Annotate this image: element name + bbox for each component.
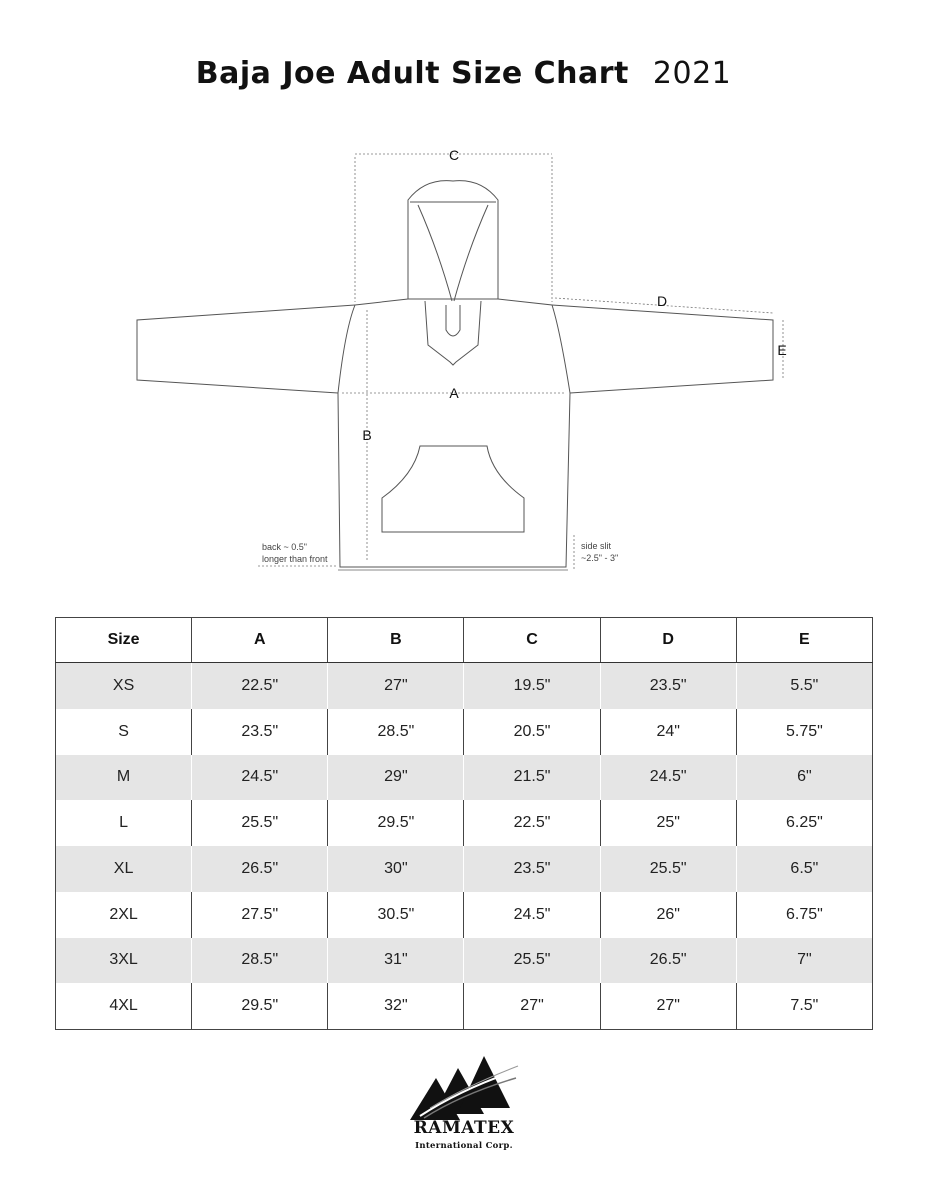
cell-b: 31" (328, 938, 464, 984)
hood-outline (408, 181, 498, 299)
back-note-line1: back ~ 0.5" (262, 542, 307, 552)
cell-b: 29" (328, 755, 464, 801)
cell-d: 25.5" (600, 846, 736, 892)
neck-slit (446, 305, 460, 336)
cell-b: 28.5" (328, 709, 464, 755)
table-row (56, 983, 873, 1029)
cell-a: 29.5" (192, 983, 328, 1029)
cell-e: 5.75" (736, 709, 872, 755)
cell-size: 2XL (56, 892, 192, 938)
cell-e: 6.75" (736, 892, 872, 938)
label-c: C (448, 147, 460, 163)
cell-c: 23.5" (464, 846, 600, 892)
slit-note-line1: side slit (581, 541, 612, 551)
cell-b: 30.5" (328, 892, 464, 938)
cell-e: 6" (736, 755, 872, 801)
kangaroo-pocket (382, 446, 524, 532)
cell-b: 30" (328, 846, 464, 892)
cell-c: 19.5" (464, 663, 600, 709)
header-b: B (328, 618, 464, 663)
cell-d: 25" (600, 800, 736, 846)
cell-e: 7.5" (736, 983, 872, 1029)
header-size: Size (56, 618, 192, 663)
cell-c: 22.5" (464, 800, 600, 846)
cell-a: 25.5" (192, 800, 328, 846)
table-row (56, 892, 873, 938)
header-c: C (464, 618, 600, 663)
table-header-row (56, 618, 873, 663)
table-row (56, 709, 873, 755)
page-title (0, 56, 927, 91)
mountain-peaks-logo (400, 1050, 530, 1122)
cell-d: 24" (600, 709, 736, 755)
header-a: A (192, 618, 328, 663)
cell-b: 29.5" (328, 800, 464, 846)
cell-size: L (56, 800, 192, 846)
cell-e: 6.5" (736, 846, 872, 892)
cell-a: 26.5" (192, 846, 328, 892)
label-d: D (656, 293, 668, 309)
header-e: E (736, 618, 872, 663)
cell-d: 26.5" (600, 938, 736, 984)
hoodie-body-outline (338, 299, 570, 567)
cell-size: M (56, 755, 192, 801)
cell-size: S (56, 709, 192, 755)
table-row (56, 938, 873, 984)
hood-inner-line (418, 205, 488, 301)
cell-size: 3XL (56, 938, 192, 984)
cell-d: 23.5" (600, 663, 736, 709)
cell-e: 5.5" (736, 663, 872, 709)
cell-a: 23.5" (192, 709, 328, 755)
hoodie-measurement-diagram (0, 130, 927, 580)
left-sleeve-outline (137, 305, 355, 393)
cell-a: 22.5" (192, 663, 328, 709)
table-row (56, 663, 873, 709)
cell-size: XL (56, 846, 192, 892)
cell-d: 24.5" (600, 755, 736, 801)
cell-d: 27" (600, 983, 736, 1029)
chart-year: 2021 (652, 56, 732, 91)
cell-d: 26" (600, 892, 736, 938)
cell-b: 32" (328, 983, 464, 1029)
table-row (56, 846, 873, 892)
cell-a: 24.5" (192, 755, 328, 801)
cell-c: 24.5" (464, 892, 600, 938)
label-a: A (449, 385, 459, 401)
brand-name: RAMATEX (413, 1118, 515, 1138)
size-table (55, 617, 873, 1030)
cell-size: 4XL (56, 983, 192, 1029)
cell-e: 7" (736, 938, 872, 984)
cell-c: 25.5" (464, 938, 600, 984)
neck-placket (425, 301, 481, 365)
back-note-line2: longer than front (262, 554, 328, 564)
table-row (56, 800, 873, 846)
cell-b: 27" (328, 663, 464, 709)
right-sleeve-outline (552, 305, 773, 393)
cell-c: 20.5" (464, 709, 600, 755)
label-b: B (362, 427, 372, 443)
header-d: D (600, 618, 736, 663)
cell-a: 27.5" (192, 892, 328, 938)
cell-size: XS (56, 663, 192, 709)
slit-note-line2: ~2.5" - 3" (581, 553, 619, 563)
table-row (56, 755, 873, 801)
cell-c: 27" (464, 983, 600, 1029)
chart-title: Baja Joe Adult Size Chart (195, 56, 629, 91)
cell-e: 6.25" (736, 800, 872, 846)
cell-a: 28.5" (192, 938, 328, 984)
cell-c: 21.5" (464, 755, 600, 801)
label-e: E (777, 342, 787, 358)
brand-subtitle: International Corp. (415, 1141, 513, 1151)
